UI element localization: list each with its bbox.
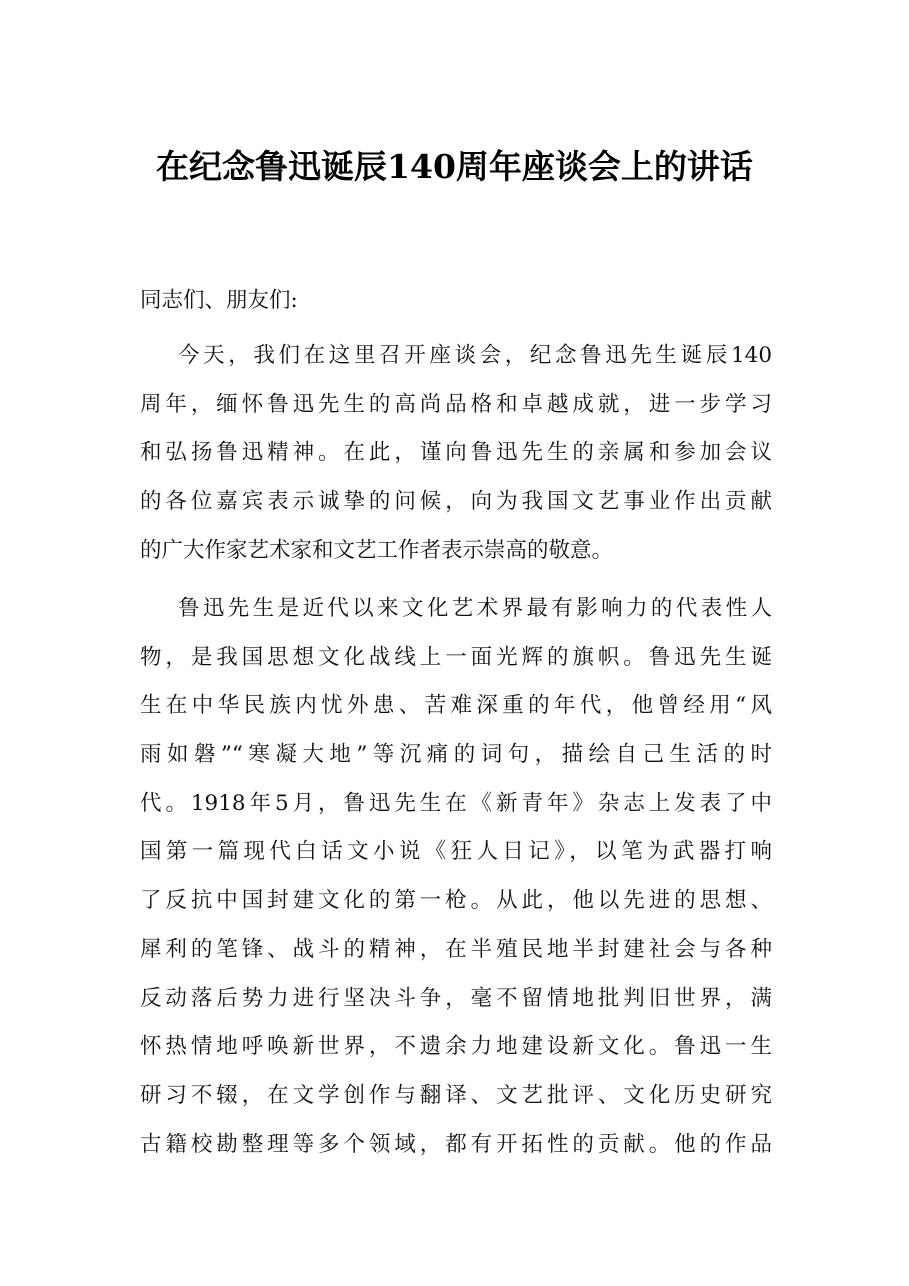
paragraph-line: 雨如磐”“寒凝大地”等沉痛的词句，描绘自己生活的时 [140,742,772,768]
paragraph-line: 和弘扬鲁迅精神。在此，谨向鲁迅先生的亲属和参加会议 [140,440,772,466]
paragraph-line: 今天，我们在这里召开座谈会，纪念鲁迅先生诞辰140 [178,343,772,368]
paragraph-line: 生在中华民族内忧外患、苦难深重的年代，他曾经用“风 [140,693,772,719]
paragraph-line: 了反抗中国封建文化的第一枪。从此，他以先进的思想、 [140,888,772,914]
salutation: 同志们、朋友们: [140,288,298,313]
paragraph-line: 古籍校勘整理等多个领域，都有开拓性的贡献。他的作品 [140,1131,772,1157]
paragraph-2 [140,585,772,1169]
document-title: 在纪念鲁迅诞辰140周年座谈会上的讲话 [156,147,753,186]
paragraph-line: 研习不辍，在文学创作与翻译、文艺批评、文化历史研究 [140,1082,772,1108]
paragraph-line: 代。1918年5月，鲁迅先生在《新青年》杂志上发表了中 [140,790,772,816]
paragraph-line: 的广大作家艺术家和文艺工作者表示崇高的敬意。 [140,537,614,563]
paragraph-line: 鲁迅先生是近代以来文化艺术界最有影响力的代表性人 [178,596,772,621]
paragraph-line: 怀热情地呼唤新世界，不遗余力地建设新文化。鲁迅一生 [140,1034,772,1060]
paragraph-line: 的各位嘉宾表示诚挚的问候，向为我国文艺事业作出贡献 [140,489,772,515]
paragraph-line: 反动落后势力进行坚决斗争，毫不留情地批判旧世界，满 [140,985,772,1011]
paragraph-line: 物，是我国思想文化战线上一面光辉的旗帜。鲁迅先生诞 [140,644,772,670]
paragraph-line: 犀利的笔锋、战斗的精神，在半殖民地半封建社会与各种 [140,936,772,962]
paragraph-line: 周年，缅怀鲁迅先生的高尚品格和卓越成就，进一步学习 [140,391,772,417]
paragraph-1 [140,332,772,575]
paragraph-line: 国第一篇现代白话文小说《狂人日记》，以笔为武器打响 [140,839,772,865]
